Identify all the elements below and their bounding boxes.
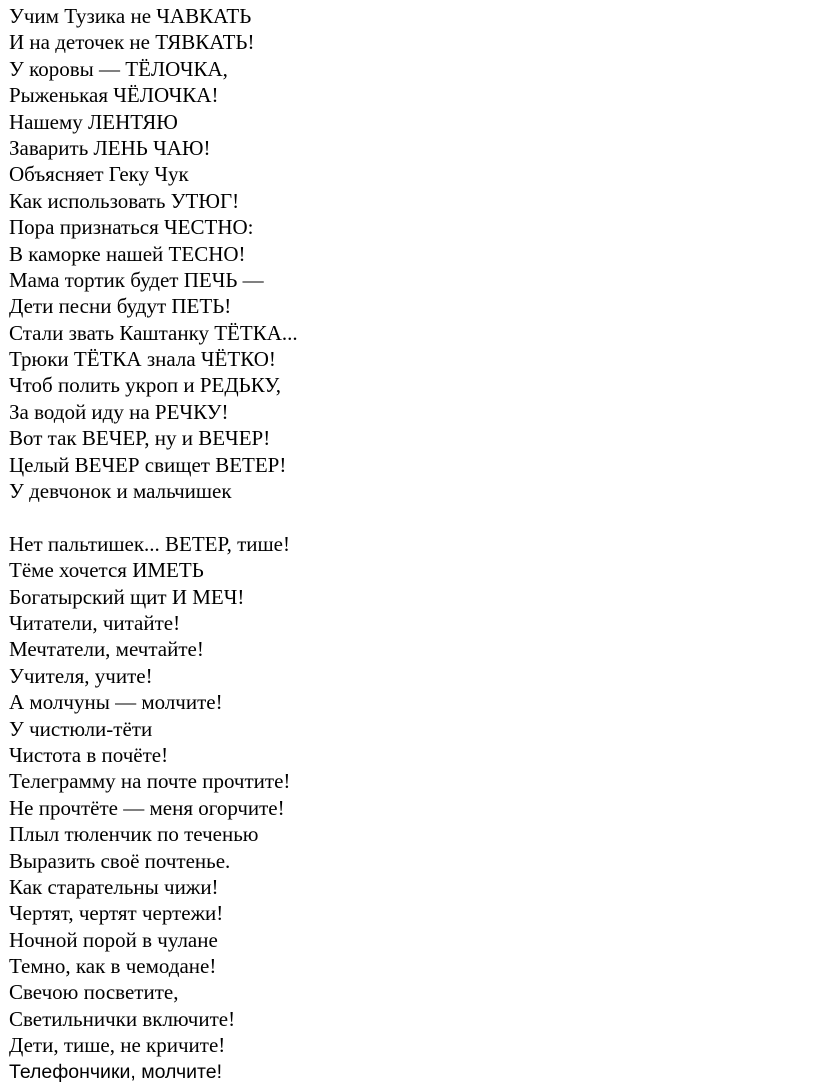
poem-line: Заварить ЛЕНЬ ЧАЮ! <box>9 135 211 160</box>
poem-line: Богатырский щит И МЕЧ! <box>9 584 245 609</box>
poem-line: В каморке нашей ТЕСНО! <box>9 241 246 266</box>
poem-line: Чистота в почёте! <box>9 742 169 767</box>
poem-line: Целый ВЕЧЕР свищет ВЕТЕР! <box>9 452 287 477</box>
poem-line: Трюки ТЁТКА знала ЧЁТКО! <box>9 347 276 372</box>
poem-line: Не прочтёте — меня огорчите! <box>9 795 285 820</box>
poem-line: Чтоб полить укроп и РЕДЬКУ, <box>9 373 282 398</box>
poem-line: Нашему ЛЕНТЯЮ <box>9 109 178 134</box>
stanza-break <box>9 504 298 530</box>
poem-line: Нет пальтишек... ВЕТЕР, тише! <box>9 531 290 556</box>
poem-line: У девчонок и мальчишек <box>9 479 232 504</box>
poem-line: Чертят, чертят чертежи! <box>9 901 224 926</box>
poem-line: Дети, тише, не кричите! <box>9 1033 226 1058</box>
poem-line: Свечою посветите, <box>9 980 179 1005</box>
poem-line: Выразить своё почтенье. <box>9 848 231 873</box>
poem-line: Светильнички включите! <box>9 1006 236 1031</box>
poem-line: А молчуны — молчите! <box>9 690 223 715</box>
poem-line: За водой иду на РЕЧКУ! <box>9 399 229 424</box>
poem-line: Плыл тюленчик по теченью <box>9 822 259 847</box>
poem-line: Темно, как в чемодане! <box>9 954 217 979</box>
poem-line: Читатели, читайте! <box>9 610 181 635</box>
poem-line: Рыженькая ЧЁЛОЧКА! <box>9 83 219 108</box>
poem-text <box>9 3 298 1085</box>
poem-line: И на деточек не ТЯВКАТЬ! <box>9 30 255 55</box>
poem-line: Как старательны чижи! <box>9 874 219 899</box>
poem-line: Как использовать УТЮГ! <box>9 188 240 213</box>
poem-line: У чистюли-тёти <box>9 716 153 741</box>
poem-line: Учим Тузика не ЧАВКАТЬ <box>9 4 252 28</box>
poem-line: Мама тортик будет ПЕЧЬ — <box>9 267 264 292</box>
poem-line: У коровы — ТЁЛОЧКА, <box>9 56 228 81</box>
poem-line: Учителя, учите! <box>9 663 153 688</box>
poem-line: Ночной порой в чулане <box>9 927 218 952</box>
poem-line: Дети песни будут ПЕТЬ! <box>9 294 232 319</box>
poem-line: Телефончики, молчите! <box>9 1060 223 1083</box>
poem-line: Объясняет Геку Чук <box>9 162 189 187</box>
poem-line: Телеграмму на почте прочтите! <box>9 769 291 794</box>
poem-line: Пора признаться ЧЕСТНО: <box>9 215 254 240</box>
poem-line: Вот так ВЕЧЕР, ну и ВЕЧЕР! <box>9 426 271 451</box>
poem-line: Стали звать Каштанку ТЁТКА... <box>9 320 298 345</box>
poem-line: Мечтатели, мечтайте! <box>9 637 204 662</box>
poem-line: Тёме хочется ИМЕТЬ <box>9 558 204 583</box>
